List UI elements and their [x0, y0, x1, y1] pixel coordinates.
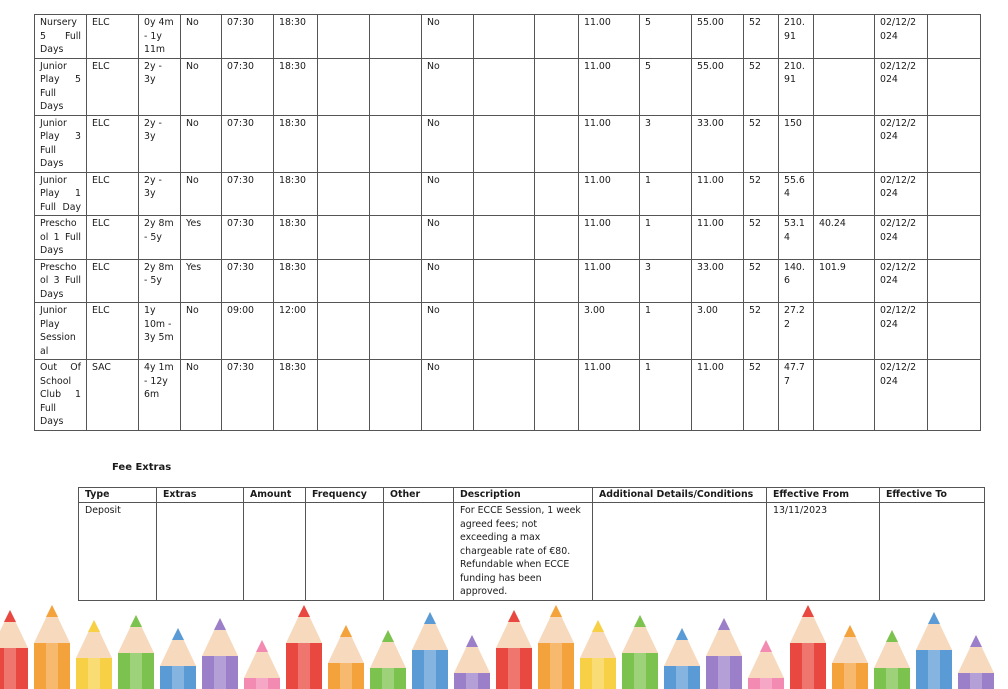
- yes-no: No: [422, 15, 474, 59]
- days-per-week: 3: [640, 115, 692, 172]
- pencil-decoration: [76, 620, 112, 689]
- date: 02/12/2024: [875, 259, 928, 303]
- days-per-week: 1: [640, 172, 692, 216]
- service-type: ELC: [87, 259, 139, 303]
- header-effective-to: Effective To: [880, 488, 985, 503]
- service-type: ELC: [87, 15, 139, 59]
- fee-row: [35, 115, 981, 172]
- empty-4: [535, 15, 579, 59]
- age-range: 2y 8m - 5y: [139, 259, 181, 303]
- monthly-fee: 47.77: [779, 360, 814, 431]
- extra-effective-to: [880, 503, 985, 601]
- flag: Yes: [181, 216, 222, 260]
- service-name: Preschool 1 Full Days: [35, 216, 87, 260]
- pencil-decoration: [286, 605, 322, 689]
- closing-time: 18:30: [274, 172, 318, 216]
- opening-time: 07:30: [222, 259, 274, 303]
- opening-time: 07:30: [222, 115, 274, 172]
- fee-row: [35, 360, 981, 431]
- monthly-fee: 55.64: [779, 172, 814, 216]
- daily-rate: 11.00: [579, 172, 640, 216]
- fee-row: [35, 172, 981, 216]
- empty-2: [370, 360, 422, 431]
- empty-4: [535, 303, 579, 360]
- pencil-decoration: [748, 640, 784, 689]
- flag: No: [181, 172, 222, 216]
- empty-1: [318, 172, 370, 216]
- weekly-fee: 33.00: [692, 259, 744, 303]
- yes-no: No: [422, 216, 474, 260]
- daily-rate: 11.00: [579, 115, 640, 172]
- childcare-fees-table: [34, 14, 981, 431]
- pencil-decoration: [412, 612, 448, 689]
- yes-no: No: [422, 303, 474, 360]
- fee-extras-title: Fee Extras: [112, 462, 172, 473]
- weeks-per-year: 52: [744, 58, 779, 115]
- empty-4: [535, 216, 579, 260]
- service-name: Out Of School Club 1 Full Days: [35, 360, 87, 431]
- subsidy: 40.24: [814, 216, 875, 260]
- subsidy: [814, 115, 875, 172]
- subsidy: 101.9: [814, 259, 875, 303]
- fee-extras-header-row: [79, 488, 985, 503]
- days-per-week: 1: [640, 303, 692, 360]
- fee-extras-row: [79, 503, 985, 601]
- empty-1: [318, 259, 370, 303]
- empty-3: [474, 216, 535, 260]
- empty-2: [370, 115, 422, 172]
- age-range: 4y 1m - 12y 6m: [139, 360, 181, 431]
- empty-trailing: [928, 259, 981, 303]
- header-additional-details: Additional Details/Conditions: [593, 488, 767, 503]
- flag: Yes: [181, 259, 222, 303]
- date: 02/12/2024: [875, 216, 928, 260]
- daily-rate: 11.00: [579, 216, 640, 260]
- pencil-decoration: [34, 605, 70, 689]
- header-other: Other: [384, 488, 454, 503]
- date: 02/12/2024: [875, 172, 928, 216]
- daily-rate: 11.00: [579, 15, 640, 59]
- empty-3: [474, 259, 535, 303]
- closing-time: 18:30: [274, 259, 318, 303]
- colored-pencils-decoration: [0, 600, 1008, 689]
- extra-amount: [244, 503, 306, 601]
- service-type: SAC: [87, 360, 139, 431]
- empty-2: [370, 259, 422, 303]
- flag: No: [181, 360, 222, 431]
- empty-4: [535, 58, 579, 115]
- pencil-decoration: [496, 610, 532, 689]
- yes-no: No: [422, 58, 474, 115]
- header-type: Type: [79, 488, 157, 503]
- empty-1: [318, 58, 370, 115]
- service-type: ELC: [87, 303, 139, 360]
- daily-rate: 3.00: [579, 303, 640, 360]
- empty-2: [370, 172, 422, 216]
- weekly-fee: 55.00: [692, 15, 744, 59]
- days-per-week: 5: [640, 15, 692, 59]
- header-frequency: Frequency: [306, 488, 384, 503]
- pencil-decoration: [538, 605, 574, 689]
- service-name: Nursery 5 Full Days: [35, 15, 87, 59]
- pencil-decoration: [832, 625, 868, 689]
- empty-4: [535, 115, 579, 172]
- empty-1: [318, 360, 370, 431]
- date: 02/12/2024: [875, 15, 928, 59]
- subsidy: [814, 15, 875, 59]
- daily-rate: 11.00: [579, 360, 640, 431]
- empty-3: [474, 58, 535, 115]
- pencil-decoration: [874, 630, 910, 689]
- age-range: 2y - 3y: [139, 58, 181, 115]
- pencil-decoration: [958, 635, 994, 689]
- opening-time: 07:30: [222, 58, 274, 115]
- empty-3: [474, 303, 535, 360]
- closing-time: 18:30: [274, 360, 318, 431]
- pencil-decoration: [454, 635, 490, 689]
- closing-time: 12:00: [274, 303, 318, 360]
- date: 02/12/2024: [875, 115, 928, 172]
- extra-extras: [157, 503, 244, 601]
- fee-row: [35, 259, 981, 303]
- weekly-fee: 11.00: [692, 360, 744, 431]
- empty-1: [318, 303, 370, 360]
- pencil-decoration: [244, 640, 280, 689]
- fee-row: [35, 58, 981, 115]
- extra-frequency: [306, 503, 384, 601]
- service-type: ELC: [87, 216, 139, 260]
- days-per-week: 1: [640, 360, 692, 431]
- empty-trailing: [928, 172, 981, 216]
- monthly-fee: 53.14: [779, 216, 814, 260]
- extra-additional-details: [593, 503, 767, 601]
- empty-1: [318, 216, 370, 260]
- weeks-per-year: 52: [744, 360, 779, 431]
- weeks-per-year: 52: [744, 216, 779, 260]
- service-name: Preschool 3 Full Days: [35, 259, 87, 303]
- subsidy: [814, 58, 875, 115]
- pencil-decoration: [0, 610, 28, 689]
- pencil-decoration: [580, 620, 616, 689]
- empty-4: [535, 259, 579, 303]
- extra-effective-from: 13/11/2023: [767, 503, 880, 601]
- header-effective-from: Effective From: [767, 488, 880, 503]
- days-per-week: 1: [640, 216, 692, 260]
- subsidy: [814, 172, 875, 216]
- closing-time: 18:30: [274, 58, 318, 115]
- empty-trailing: [928, 58, 981, 115]
- empty-3: [474, 360, 535, 431]
- monthly-fee: 27.22: [779, 303, 814, 360]
- yes-no: No: [422, 259, 474, 303]
- pencil-decoration: [916, 612, 952, 689]
- empty-trailing: [928, 115, 981, 172]
- empty-3: [474, 115, 535, 172]
- pencil-decoration: [370, 630, 406, 689]
- weeks-per-year: 52: [744, 303, 779, 360]
- extra-description: For ECCE Session, 1 week agreed fees; not exceeding a max chargeable rate of €80. Refundable when ECCE funding has been approved.: [454, 503, 593, 601]
- empty-2: [370, 216, 422, 260]
- pencil-decoration: [202, 618, 238, 689]
- age-range: 0y 4m - 1y 11m: [139, 15, 181, 59]
- flag: No: [181, 115, 222, 172]
- weekly-fee: 33.00: [692, 115, 744, 172]
- weeks-per-year: 52: [744, 259, 779, 303]
- age-range: 1y 10m - 3y 5m: [139, 303, 181, 360]
- opening-time: 07:30: [222, 172, 274, 216]
- empty-3: [474, 172, 535, 216]
- empty-4: [535, 172, 579, 216]
- yes-no: No: [422, 360, 474, 431]
- empty-1: [318, 15, 370, 59]
- extra-other: [384, 503, 454, 601]
- yes-no: No: [422, 115, 474, 172]
- empty-2: [370, 58, 422, 115]
- pencil-decoration: [706, 618, 742, 689]
- age-range: 2y 8m - 5y: [139, 216, 181, 260]
- service-type: ELC: [87, 58, 139, 115]
- weekly-fee: 55.00: [692, 58, 744, 115]
- monthly-fee: 210.91: [779, 58, 814, 115]
- daily-rate: 11.00: [579, 259, 640, 303]
- empty-trailing: [928, 303, 981, 360]
- opening-time: 09:00: [222, 303, 274, 360]
- fee-row: [35, 15, 981, 59]
- weekly-fee: 11.00: [692, 216, 744, 260]
- header-description: Description: [454, 488, 593, 503]
- weeks-per-year: 52: [744, 15, 779, 59]
- pencil-decoration: [160, 628, 196, 689]
- weeks-per-year: 52: [744, 172, 779, 216]
- empty-2: [370, 15, 422, 59]
- opening-time: 07:30: [222, 360, 274, 431]
- date: 02/12/2024: [875, 360, 928, 431]
- fee-row: [35, 303, 981, 360]
- flag: No: [181, 303, 222, 360]
- empty-2: [370, 303, 422, 360]
- weekly-fee: 3.00: [692, 303, 744, 360]
- service-type: ELC: [87, 115, 139, 172]
- yes-no: No: [422, 172, 474, 216]
- closing-time: 18:30: [274, 115, 318, 172]
- service-type: ELC: [87, 172, 139, 216]
- flag: No: [181, 15, 222, 59]
- pencil-decoration: [790, 605, 826, 689]
- subsidy: [814, 360, 875, 431]
- opening-time: 07:30: [222, 15, 274, 59]
- subsidy: [814, 303, 875, 360]
- empty-trailing: [928, 15, 981, 59]
- date: 02/12/2024: [875, 303, 928, 360]
- pencil-decoration: [118, 615, 154, 689]
- service-name: Junior Play 3 Full Days: [35, 115, 87, 172]
- age-range: 2y - 3y: [139, 115, 181, 172]
- service-name: Junior Play Sessional: [35, 303, 87, 360]
- empty-1: [318, 115, 370, 172]
- fee-row: [35, 216, 981, 260]
- empty-trailing: [928, 360, 981, 431]
- days-per-week: 5: [640, 58, 692, 115]
- weeks-per-year: 52: [744, 115, 779, 172]
- monthly-fee: 140.6: [779, 259, 814, 303]
- service-name: Junior Play 1 Full Day: [35, 172, 87, 216]
- opening-time: 07:30: [222, 216, 274, 260]
- pencil-decoration: [622, 615, 658, 689]
- pencil-decoration: [664, 628, 700, 689]
- age-range: 2y - 3y: [139, 172, 181, 216]
- empty-4: [535, 360, 579, 431]
- date: 02/12/2024: [875, 58, 928, 115]
- fee-extras-table: [78, 487, 985, 601]
- flag: No: [181, 58, 222, 115]
- closing-time: 18:30: [274, 216, 318, 260]
- days-per-week: 3: [640, 259, 692, 303]
- monthly-fee: 210.91: [779, 15, 814, 59]
- extra-type: Deposit: [79, 503, 157, 601]
- header-amount: Amount: [244, 488, 306, 503]
- monthly-fee: 150: [779, 115, 814, 172]
- header-extras: Extras: [157, 488, 244, 503]
- empty-trailing: [928, 216, 981, 260]
- weekly-fee: 11.00: [692, 172, 744, 216]
- daily-rate: 11.00: [579, 58, 640, 115]
- closing-time: 18:30: [274, 15, 318, 59]
- empty-3: [474, 15, 535, 59]
- pencil-decoration: [328, 625, 364, 689]
- service-name: Junior Play 5 Full Days: [35, 58, 87, 115]
